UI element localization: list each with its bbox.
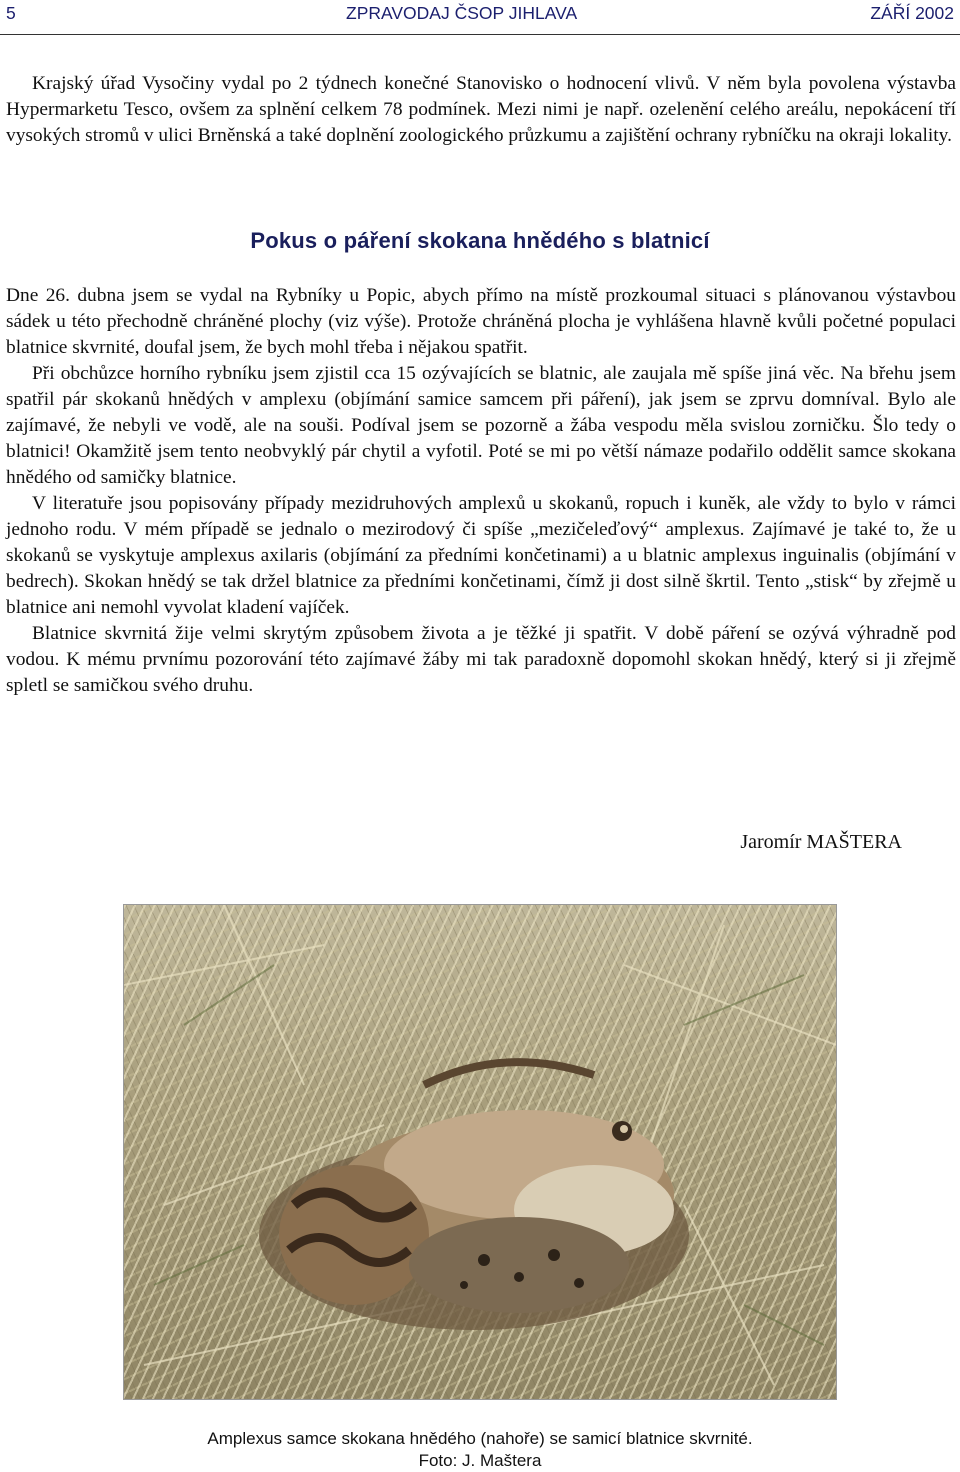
article-paragraph-1: Dne 26. dubna jsem se vydal na Rybníky u Popic, abych přímo na místě prozkoumal situaci s plánovanou výstavbou sádek u této přechodně chráněné plochy (viz výše). Protože chráněná plocha je vyhlášena hlavně kvůli početné populaci blatnice skvrnité, doufal jsem, že bych mohl třeba i nějakou spatřit. bbox=[6, 285, 956, 358]
header-divider bbox=[0, 34, 960, 35]
intro-section bbox=[6, 71, 956, 149]
article-paragraph-4: Blatnice skvrnitá žije velmi skrytým způsobem života a je těžké ji spatřit. V době páření se ozývá výhradně pod vodou. K mému prvnímu pozorování této zajímavé žáby mi tak paradoxně dopomohl skokan hnědý, který si ji zřejmě spletl se samičkou svého druhu. bbox=[6, 623, 956, 696]
article-author: Jaromír MAŠTERA bbox=[740, 831, 902, 853]
frog-photo bbox=[123, 904, 837, 1400]
frog-illustration bbox=[124, 905, 836, 1399]
photo-credit: Foto: J. Maštera bbox=[418, 1451, 542, 1470]
publication-title: ZPRAVODAJ ČSOP JIHLAVA bbox=[346, 3, 578, 23]
article-paragraph-2: Při obchůzce horního rybníku jsem zjistil cca 15 ozývajících se blatnic, ale zaujala mě spíše jiná věc. Na břehu jsem spatřil pár skokanů hnědých v amplexu (objímání samice samcem při páření), jak jsem se zprvu domníval. Bylo ale zajímavé, že nebyli ve vodě, ale na souši. Podíval jsem se pozorně a žába vespodu měla svislou zorničku. Šlo tedy o blatnici! Okamžitě jsem tento neobvyklý pár chytil a vyfotil. Poté se mi po větší námaze podařilo oddělit samce skokana hnědého od samičky blatnice. bbox=[6, 363, 956, 488]
issue-date: ZÁŘÍ 2002 bbox=[870, 3, 954, 23]
intro-paragraph: Krajský úřad Vysočiny vydal po 2 týdnech konečné Stanovisko o hodnocení vlivů. V něm byla povolena výstavba Hypermarketu Tesco, ovšem za splnění celkem 78 podmínek. Mezi nimi je např. ozelenění celého areálu, nepokácení tří vysokých stromů v ulici Brněnská a také doplnění zoologického průzkumu a zajištění ochrany rybníčku na okraji lokality. bbox=[6, 73, 956, 146]
photo-caption bbox=[0, 1428, 960, 1472]
article-body bbox=[6, 283, 956, 699]
article-title: Pokus o páření skokana hnědého s blatnicí bbox=[250, 228, 710, 253]
page-header bbox=[0, 0, 960, 30]
page-number: 5 bbox=[6, 3, 16, 23]
article-paragraph-3: V literatuře jsou popisovány případy mezidruhových amplexů u skokanů, ropuch i kuněk, ale vždy to bylo v rámci jednoho rodu. V mém případě se jednalo o mezirodový či spíše „mezičeleďový“ amplexus. Zajímavé je také to, že u skokanů se vyskytuje amplexus axilaris (objímání za předními končetinami) a u blatnic amplexus inguinalis (objímání v bedrech). Skokan hnědý se tak držel blatnice za předními končetinami, čímž ji dost silně škrtil. Tento „stisk“ by zřejmě u blatnice ani nemohl vyvolat kladení vajíček. bbox=[6, 493, 956, 618]
caption-text: Amplexus samce skokana hnědého (nahoře) se samicí blatnice skvrnité. bbox=[207, 1429, 753, 1448]
